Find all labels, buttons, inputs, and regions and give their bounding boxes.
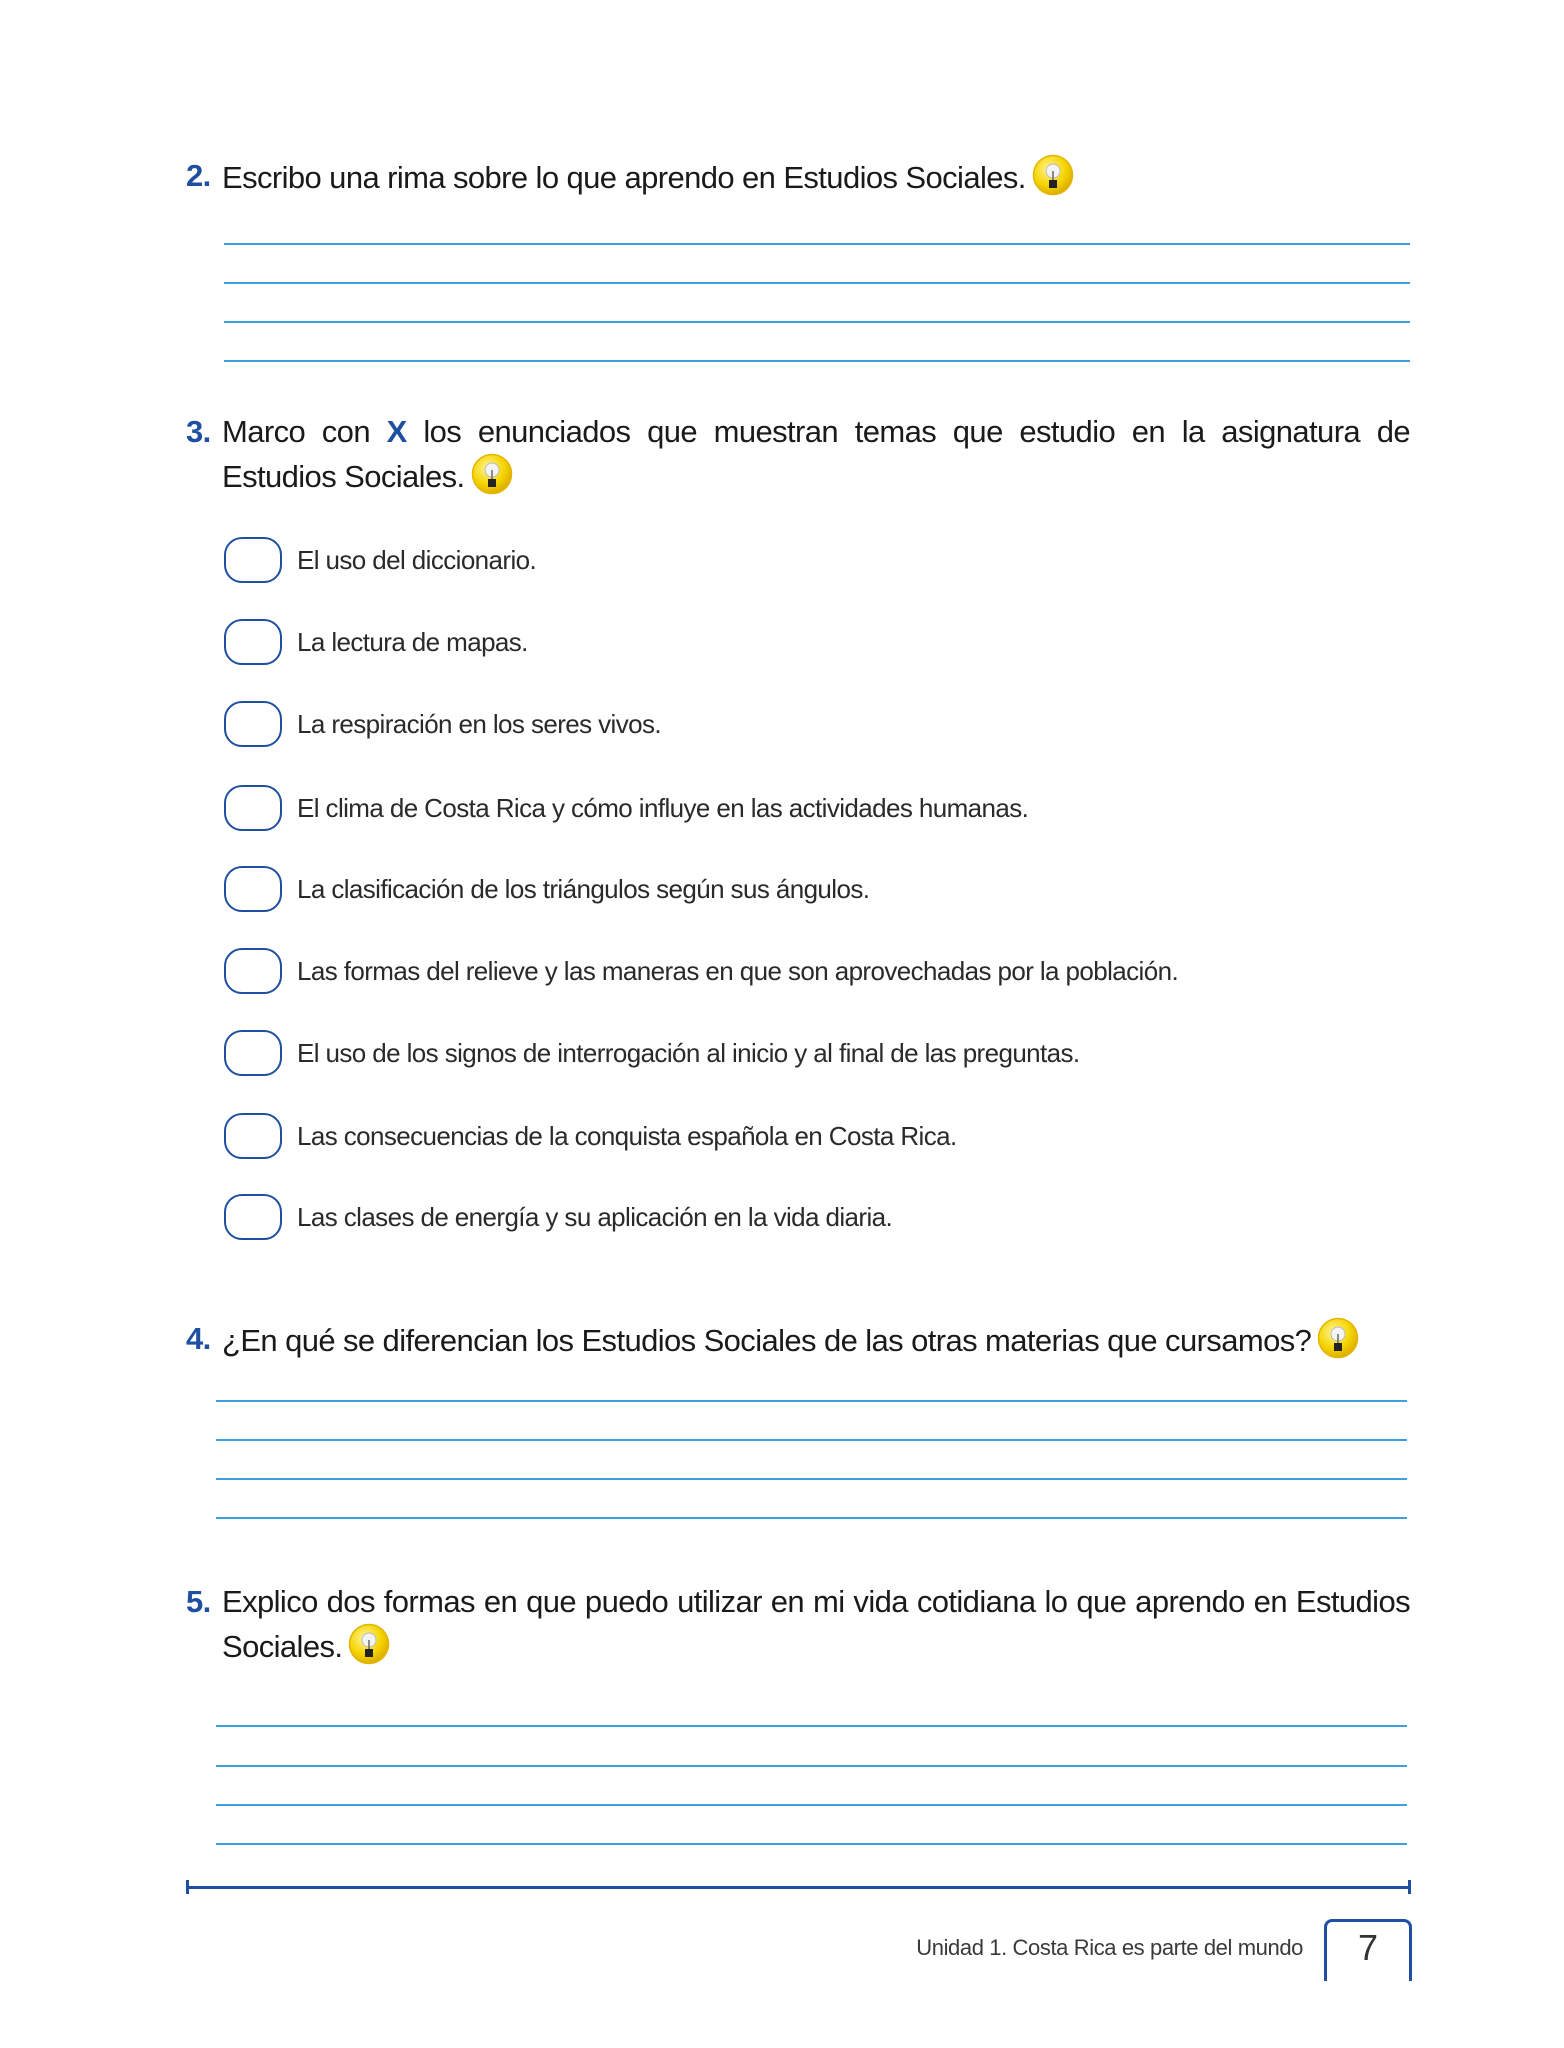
question-number: 5. bbox=[186, 1584, 211, 1619]
option-item bbox=[224, 535, 536, 585]
lightbulb-icon bbox=[348, 1623, 390, 1665]
checkbox[interactable] bbox=[224, 537, 282, 583]
option-item bbox=[224, 1111, 957, 1161]
option-label: Las formas del relieve y las maneras en que son aprovechadas por la población. bbox=[297, 955, 1179, 986]
answer-line[interactable] bbox=[216, 1400, 1407, 1402]
answer-line[interactable] bbox=[224, 321, 1410, 323]
footer-rule-tick bbox=[1408, 1880, 1411, 1894]
question-text: Marco con bbox=[222, 414, 387, 449]
checkbox[interactable] bbox=[224, 701, 282, 747]
answer-line[interactable] bbox=[216, 1478, 1407, 1480]
option-label: La respiración en los seres vivos. bbox=[297, 708, 662, 739]
lightbulb-icon bbox=[471, 453, 513, 495]
checkbox[interactable] bbox=[224, 1113, 282, 1159]
answer-line[interactable] bbox=[216, 1843, 1407, 1845]
question-3 bbox=[186, 410, 1410, 498]
option-label: La clasificación de los triángulos según sus ángulos. bbox=[297, 873, 870, 904]
question-text: los enunciados que muestran temas que estudio en la asignatura de Estudios Sociales. bbox=[222, 414, 1410, 494]
checkbox[interactable] bbox=[224, 866, 282, 912]
option-label: Las clases de energía y su aplicación en la vida diaria. bbox=[297, 1201, 893, 1232]
mark-x: X bbox=[386, 414, 407, 449]
option-item bbox=[224, 946, 1178, 996]
footer-rule-tick bbox=[186, 1880, 189, 1894]
question-5 bbox=[186, 1580, 1410, 1668]
question-number: 2. bbox=[186, 158, 211, 193]
option-item bbox=[224, 1192, 892, 1242]
lightbulb-icon bbox=[1317, 1317, 1359, 1359]
checkbox[interactable] bbox=[224, 948, 282, 994]
question-2 bbox=[186, 154, 1410, 199]
option-item bbox=[224, 1028, 1080, 1078]
page-number: 7 bbox=[1324, 1919, 1412, 1981]
question-text: Explico dos formas en que puedo utilizar en mi vida cotidiana lo que aprendo en Estudios Sociales. bbox=[222, 1584, 1410, 1664]
answer-line[interactable] bbox=[224, 243, 1410, 245]
option-label: El uso del diccionario. bbox=[297, 544, 537, 575]
footer-rule bbox=[186, 1886, 1410, 1889]
option-item bbox=[224, 699, 661, 749]
lightbulb-icon bbox=[1032, 154, 1074, 196]
answer-line[interactable] bbox=[216, 1765, 1407, 1767]
answer-line[interactable] bbox=[224, 282, 1410, 284]
option-item bbox=[224, 864, 869, 914]
answer-line[interactable] bbox=[216, 1439, 1407, 1441]
answer-line[interactable] bbox=[216, 1517, 1407, 1519]
answer-line[interactable] bbox=[216, 1725, 1407, 1727]
answer-line[interactable] bbox=[224, 360, 1410, 362]
unit-title: Unidad 1. Costa Rica es parte del mundo bbox=[916, 1935, 1303, 1960]
question-number: 3. bbox=[186, 414, 211, 449]
checkbox[interactable] bbox=[224, 1194, 282, 1240]
checkbox[interactable] bbox=[224, 619, 282, 665]
question-4 bbox=[186, 1317, 1410, 1362]
checkbox[interactable] bbox=[224, 785, 282, 831]
option-item bbox=[224, 617, 528, 667]
option-label: El uso de los signos de interrogación al inicio y al final de las preguntas. bbox=[297, 1037, 1080, 1068]
option-label: La lectura de mapas. bbox=[297, 626, 528, 657]
question-number: 4. bbox=[186, 1321, 211, 1356]
question-text: Escribo una rima sobre lo que aprendo en Estudios Sociales. bbox=[222, 160, 1026, 195]
answer-line[interactable] bbox=[216, 1804, 1407, 1806]
option-item bbox=[224, 783, 1028, 833]
checkbox[interactable] bbox=[224, 1030, 282, 1076]
option-label: Las consecuencias de la conquista española en Costa Rica. bbox=[297, 1120, 957, 1151]
option-label: El clima de Costa Rica y cómo influye en las actividades humanas. bbox=[297, 792, 1029, 823]
question-text: ¿En qué se diferencian los Estudios Sociales de las otras materias que cursamos? bbox=[222, 1323, 1312, 1358]
